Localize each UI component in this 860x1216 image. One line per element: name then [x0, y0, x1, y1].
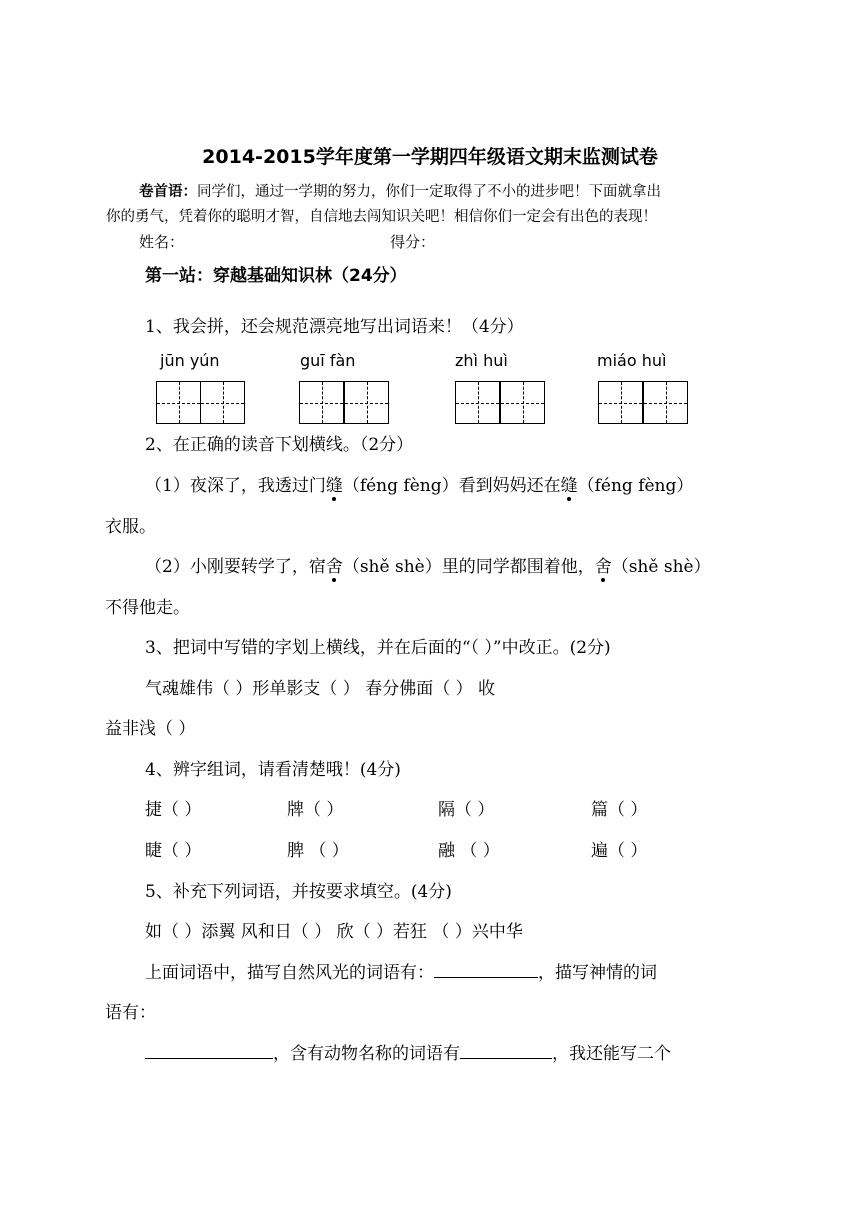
q2-s1-char-1: 缝: [326, 471, 343, 496]
writing-grid-box[interactable]: [643, 381, 688, 424]
q5-line-3: [145, 1039, 671, 1064]
q3-line-2: 益非浅（ ）: [105, 719, 196, 739]
answer-blank[interactable]: [434, 959, 538, 978]
score-label: 得分：: [390, 233, 436, 251]
q4-item: 遍（ ）: [591, 841, 648, 861]
q4-item: 篇（ ）: [591, 800, 648, 820]
q2-s1-part-a: （1）夜深了，我透过门: [145, 476, 326, 496]
question-2: 2、在正确的读音下划横线。（2分）: [145, 435, 414, 455]
pinyin-2: guī fàn: [300, 351, 356, 370]
pinyin-4: miáo huì: [597, 351, 667, 370]
q2-s2-part-a: （2）小刚要转学了，宿: [145, 557, 326, 577]
intro-text-1: 同学们，通过一学期的努力，你们一定取得了不小的进步吧！下面就拿出: [197, 184, 661, 200]
writing-grid-box[interactable]: [200, 381, 245, 424]
q2-s1-part-d: （féng fèng）: [577, 476, 694, 496]
pinyin-3: zhì huì: [455, 351, 508, 370]
writing-grid-box[interactable]: [500, 381, 545, 424]
q5-l1-part-a: 上面词语中，描写自然风光的词语有：: [145, 963, 434, 983]
page-title: 2014-2015学年度第一学期四年级语文期末监测试卷: [202, 146, 658, 168]
question-4: 4、辨字组词，请看清楚哦！(4分): [145, 760, 401, 780]
question-1: 1、我会拼，还会规范漂亮地写出词语来！（4分）: [145, 317, 524, 337]
q5-l3-part-b: ，我还能写二个: [552, 1044, 671, 1064]
writing-grid-box[interactable]: [455, 381, 500, 424]
q5-line-2: 语有：: [105, 1003, 156, 1023]
q2-s2-part-b: （shě shè）里的同学都围着他，: [342, 557, 595, 577]
answer-blank[interactable]: [145, 1040, 273, 1059]
writing-grid-box[interactable]: [598, 381, 643, 424]
q2-s2-char-1: 舍: [326, 552, 343, 577]
question-5: 5、补充下列词语，并按要求填空。(4分): [145, 882, 452, 902]
q2-sentence-2: [145, 552, 711, 577]
intro-line-2: 你的勇气，凭着你的聪明才智，自信地去闯知识关吧！相信你们一定会有出色的表现！: [106, 209, 657, 225]
pinyin-1: jūn yún: [160, 351, 220, 370]
q2-s2-part-d: （shě shè）: [611, 557, 711, 577]
q5-l3-part-a: ，含有动物名称的词语有: [273, 1044, 460, 1064]
q2-s1-continuation: 衣服。: [105, 517, 156, 537]
q4-item: 牌（ ）: [287, 800, 344, 820]
q2-s2-char-2: 舍: [595, 552, 612, 577]
question-3: 3、把词中写错的字划上横线，并在后面的“（ ）”中改正。(2分): [145, 638, 611, 658]
q4-item: 捷（ ）: [145, 800, 202, 820]
q4-item: 睫（ ）: [145, 841, 202, 861]
q2-s1-char-2: 缝: [561, 471, 578, 496]
writing-grid-box[interactable]: [344, 381, 389, 424]
q2-sentence-1: [145, 471, 693, 496]
q4-item: 融 （ ）: [438, 841, 500, 861]
q2-s2-continuation: 不得他走。: [105, 598, 190, 618]
q3-line-1: 气魂雄伟（ ）形单影支（ ） 春分佛面（ ） 收: [145, 679, 496, 699]
q2-s1-part-b: （féng fèng）看到妈妈还在: [342, 476, 561, 496]
q4-item: 脾 （ ）: [287, 841, 349, 861]
q4-item: 隔（ ）: [438, 800, 495, 820]
writing-grid-box[interactable]: [156, 381, 201, 424]
name-label: 姓名：: [139, 233, 185, 251]
q5-words: 如（ ）添翼 风和日（ ） 欣（ ）若狂 （ ）兴中华: [145, 922, 523, 942]
answer-blank[interactable]: [460, 1040, 552, 1059]
q5-l1-part-b: ，描写神情的词: [538, 963, 657, 983]
section-1-heading: 第一站：穿越基础知识林（24分）: [145, 266, 407, 286]
q5-line-1: [145, 958, 657, 983]
intro-line-1: [139, 180, 661, 201]
intro-label: 卷首语：: [139, 184, 197, 200]
writing-grid-box[interactable]: [299, 381, 344, 424]
